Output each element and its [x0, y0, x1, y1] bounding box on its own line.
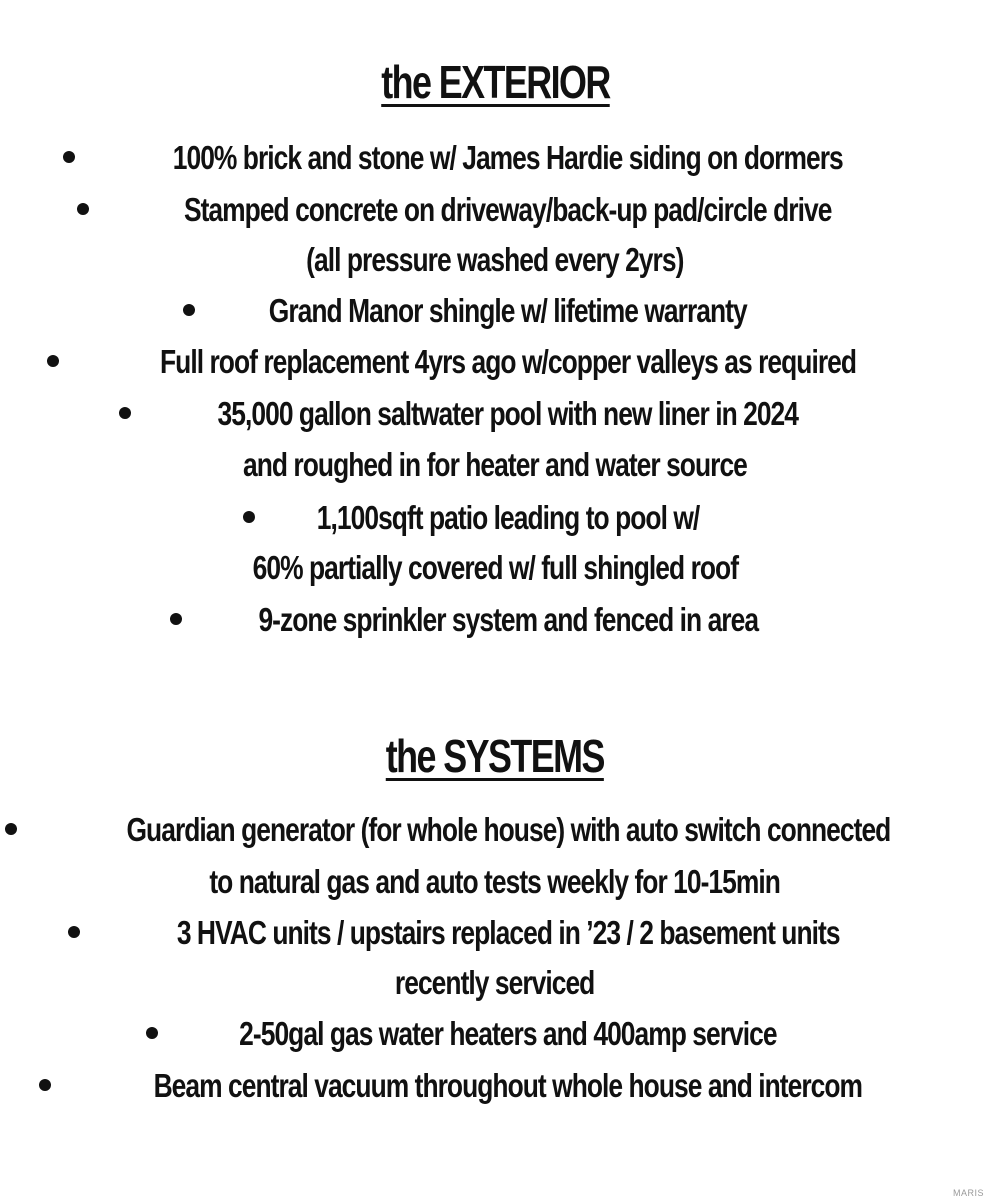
bullet-icon: [47, 355, 59, 367]
list-item-continuation: [0, 443, 990, 487]
list-item-text: Guardian generator (for whole house) with auto switch connected: [126, 811, 890, 848]
list-item-continuation: [0, 961, 990, 1005]
list-item-text: Beam central vacuum throughout whole house and intercom: [153, 1067, 863, 1104]
bullet-icon: [119, 407, 131, 419]
list-item: [0, 808, 990, 852]
list-item-text: (all pressure washed every 2yrs): [306, 241, 684, 278]
systems-heading-text: the SYSTEMS: [385, 730, 605, 782]
exterior-heading-text: the EXTERIOR: [380, 56, 610, 108]
list-item-text: 100% brick and stone w/ James Hardie siding on dormers: [173, 139, 843, 176]
list-item-text: to natural gas and auto tests weekly for 10-15min: [209, 863, 781, 900]
list-item: [0, 911, 990, 955]
bullet-icon: [68, 926, 80, 938]
bullet-icon: [63, 151, 75, 163]
bullet-icon: [170, 613, 182, 625]
list-item: [0, 136, 990, 180]
list-item-text: 1,100sqft patio leading to pool w/: [316, 499, 700, 536]
list-item: [0, 1064, 990, 1108]
bullet-icon: [146, 1027, 158, 1039]
list-item-text: 3 HVAC units / upstairs replaced in ’23 / 2 basement units: [176, 914, 840, 951]
list-item-text: Grand Manor shingle w/ lifetime warranty: [269, 292, 747, 329]
list-item: [0, 496, 990, 540]
bullet-icon: [243, 511, 255, 523]
list-item: [0, 340, 990, 384]
list-item-text: Stamped concrete on driveway/back-up pad/circle drive: [184, 191, 832, 228]
list-item-continuation: [0, 860, 990, 904]
list-item: [0, 289, 990, 333]
list-item-text: 9-zone sprinkler system and fenced in area: [258, 601, 758, 638]
list-item-text: recently serviced: [395, 964, 595, 1001]
list-item-text: and roughed in for heater and water source: [243, 446, 747, 483]
list-item-continuation: [0, 546, 990, 590]
list-item-text: 2-50gal gas water heaters and 400amp service: [239, 1015, 777, 1052]
watermark: MARIS: [952, 1188, 984, 1198]
bullet-icon: [77, 203, 89, 215]
bullet-icon: [183, 304, 195, 316]
list-item: [0, 1012, 990, 1056]
exterior-heading: [0, 54, 990, 110]
list-item-text: 60% partially covered w/ full shingled roof: [252, 549, 738, 586]
bullet-icon: [39, 1079, 51, 1091]
list-item: [0, 188, 990, 232]
list-item: [0, 598, 990, 642]
bullet-icon: [5, 823, 17, 835]
systems-heading: [0, 728, 990, 784]
list-item: [0, 392, 990, 436]
list-item-text: Full roof replacement 4yrs ago w/copper valleys as required: [159, 343, 857, 380]
list-item-continuation: [0, 238, 990, 282]
list-item-text: 35,000 gallon saltwater pool with new liner in 2024: [217, 395, 799, 432]
